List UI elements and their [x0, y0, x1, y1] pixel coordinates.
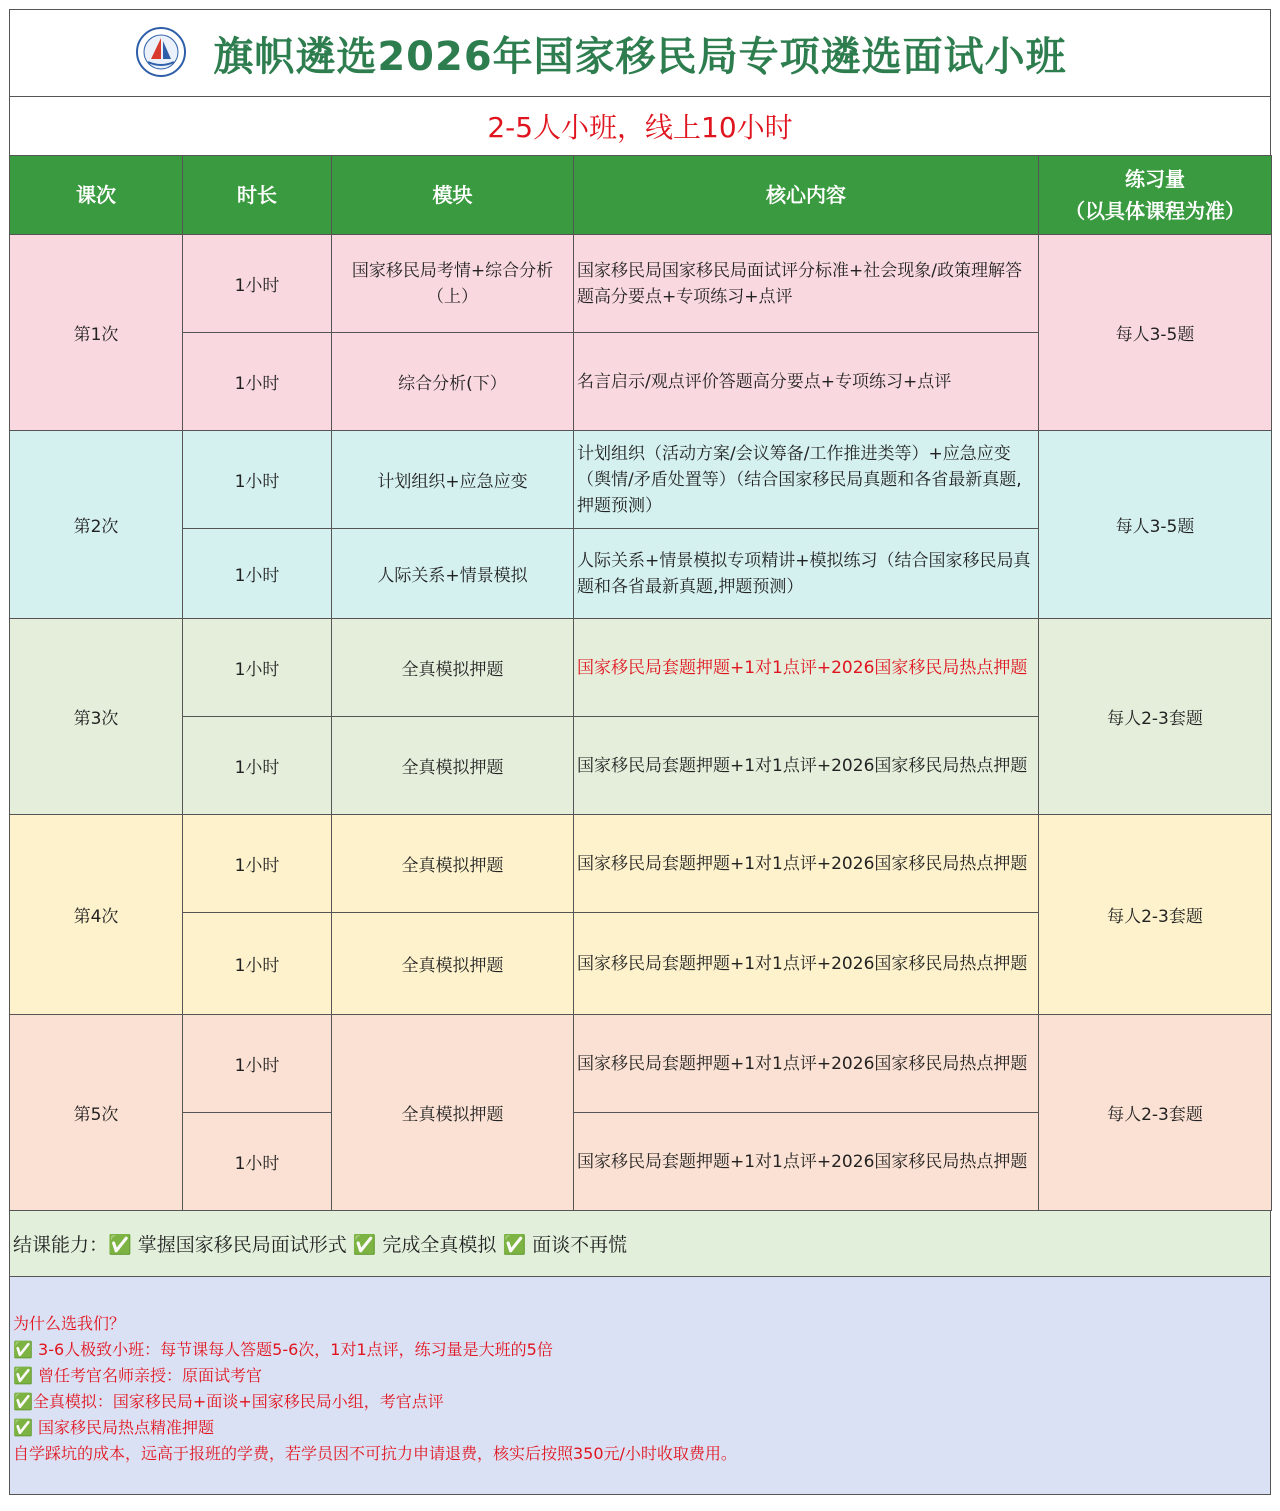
duration-cell: 1小时 — [183, 333, 332, 431]
duration-cell: 1小时 — [183, 619, 332, 717]
why-choose-us — [9, 1277, 1271, 1495]
session-cell: 第4次 — [10, 815, 183, 1015]
why-item: ✅全真模拟：国家移民局+面谈+国家移民局小组，考官点评 — [13, 1392, 444, 1411]
module-cell: 全真模拟押题 — [332, 619, 574, 717]
table-row — [10, 431, 1272, 529]
logo-icon — [135, 26, 187, 78]
practice-cell: 每人2-3套题 — [1039, 619, 1272, 815]
duration-cell: 1小时 — [183, 529, 332, 619]
table-header-row — [10, 156, 1272, 235]
practice-cell: 每人3-5题 — [1039, 235, 1272, 431]
duration-cell: 1小时 — [183, 1015, 332, 1113]
core-cell: 国家移民局套题押题+1对1点评+2026国家移民局热点押题 — [574, 1113, 1039, 1211]
why-item: ✅ 国家移民局热点精准押题 — [13, 1418, 215, 1437]
core-cell: 国家移民局套题押题+1对1点评+2026国家移民局热点押题 — [574, 913, 1039, 1015]
page-title: 旗帜遴选2026年国家移民局专项遴选面试小班 — [213, 33, 1067, 80]
col-header-module: 模块 — [332, 156, 574, 235]
core-cell: 国家移民局国家移民局面试评分标准+社会现象/政策理解答题高分要点+专项练习+点评 — [574, 235, 1039, 333]
core-cell: 名言启示/观点评价答题高分要点+专项练习+点评 — [574, 333, 1039, 431]
course-outcome: 结课能力：✅ 掌握国家移民局面试形式 ✅ 完成全真模拟 ✅ 面谈不再慌 — [9, 1211, 1271, 1277]
subtitle: 2-5人小班，线上10小时 — [9, 97, 1271, 155]
table-row — [10, 619, 1272, 717]
duration-cell: 1小时 — [183, 431, 332, 529]
module-cell: 综合分析(下） — [332, 333, 574, 431]
duration-cell: 1小时 — [183, 1113, 332, 1211]
session-cell: 第3次 — [10, 619, 183, 815]
core-cell: 国家移民局套题押题+1对1点评+2026国家移民局热点押题 — [574, 619, 1039, 717]
course-table — [9, 155, 1272, 1211]
duration-cell: 1小时 — [183, 815, 332, 913]
table-row — [10, 815, 1272, 913]
duration-cell: 1小时 — [183, 913, 332, 1015]
module-cell: 全真模拟押题 — [332, 717, 574, 815]
title-row — [9, 9, 1271, 97]
col-header-session: 课次 — [10, 156, 183, 235]
duration-cell: 1小时 — [183, 717, 332, 815]
core-cell: 计划组织（活动方案/会议筹备/工作推进类等）+应急应变（舆情/矛盾处置等）（结合国家移民局真题和各省最新真题,押题预测） — [574, 431, 1039, 529]
module-cell: 全真模拟押题 — [332, 1015, 574, 1211]
col-header-duration: 时长 — [183, 156, 332, 235]
module-cell: 国家移民局考情+综合分析（上） — [332, 235, 574, 333]
module-cell: 计划组织+应急应变 — [332, 431, 574, 529]
core-cell: 国家移民局套题押题+1对1点评+2026国家移民局热点押题 — [574, 717, 1039, 815]
session-cell: 第1次 — [10, 235, 183, 431]
practice-cell: 每人2-3套题 — [1039, 1015, 1272, 1211]
col-header-core: 核心内容 — [574, 156, 1039, 235]
why-title: 为什么选我们？ — [13, 1314, 126, 1333]
why-item: ✅ 3-6人极致小班：每节课每人答题5-6次，1对1点评，练习量是大班的5倍 — [13, 1340, 553, 1359]
module-cell: 人际关系+情景模拟 — [332, 529, 574, 619]
why-item: ✅ 曾任考官名师亲授：原面试考官 — [13, 1366, 263, 1385]
core-cell: 国家移民局套题押题+1对1点评+2026国家移民局热点押题 — [574, 815, 1039, 913]
col-header-practice-line2: （以具体课程为准） — [1065, 199, 1245, 223]
table-row — [10, 235, 1272, 333]
col-header-practice-line1: 练习量 — [1125, 167, 1185, 191]
practice-cell: 每人2-3套题 — [1039, 815, 1272, 1015]
col-header-practice — [1039, 156, 1272, 235]
refund-note: 自学踩坑的成本，远高于报班的学费，若学员因不可抗力申请退费，核实后按照350元/小时收取费用。 — [13, 1444, 737, 1463]
core-cell: 国家移民局套题押题+1对1点评+2026国家移民局热点押题 — [574, 1015, 1039, 1113]
duration-cell: 1小时 — [183, 235, 332, 333]
practice-cell: 每人3-5题 — [1039, 431, 1272, 619]
course-sheet — [9, 9, 1271, 1495]
session-cell: 第5次 — [10, 1015, 183, 1211]
core-cell: 人际关系+情景模拟专项精讲+模拟练习（结合国家移民局真题和各省最新真题,押题预测） — [574, 529, 1039, 619]
session-cell: 第2次 — [10, 431, 183, 619]
module-cell: 全真模拟押题 — [332, 913, 574, 1015]
module-cell: 全真模拟押题 — [332, 815, 574, 913]
table-row — [10, 1015, 1272, 1113]
